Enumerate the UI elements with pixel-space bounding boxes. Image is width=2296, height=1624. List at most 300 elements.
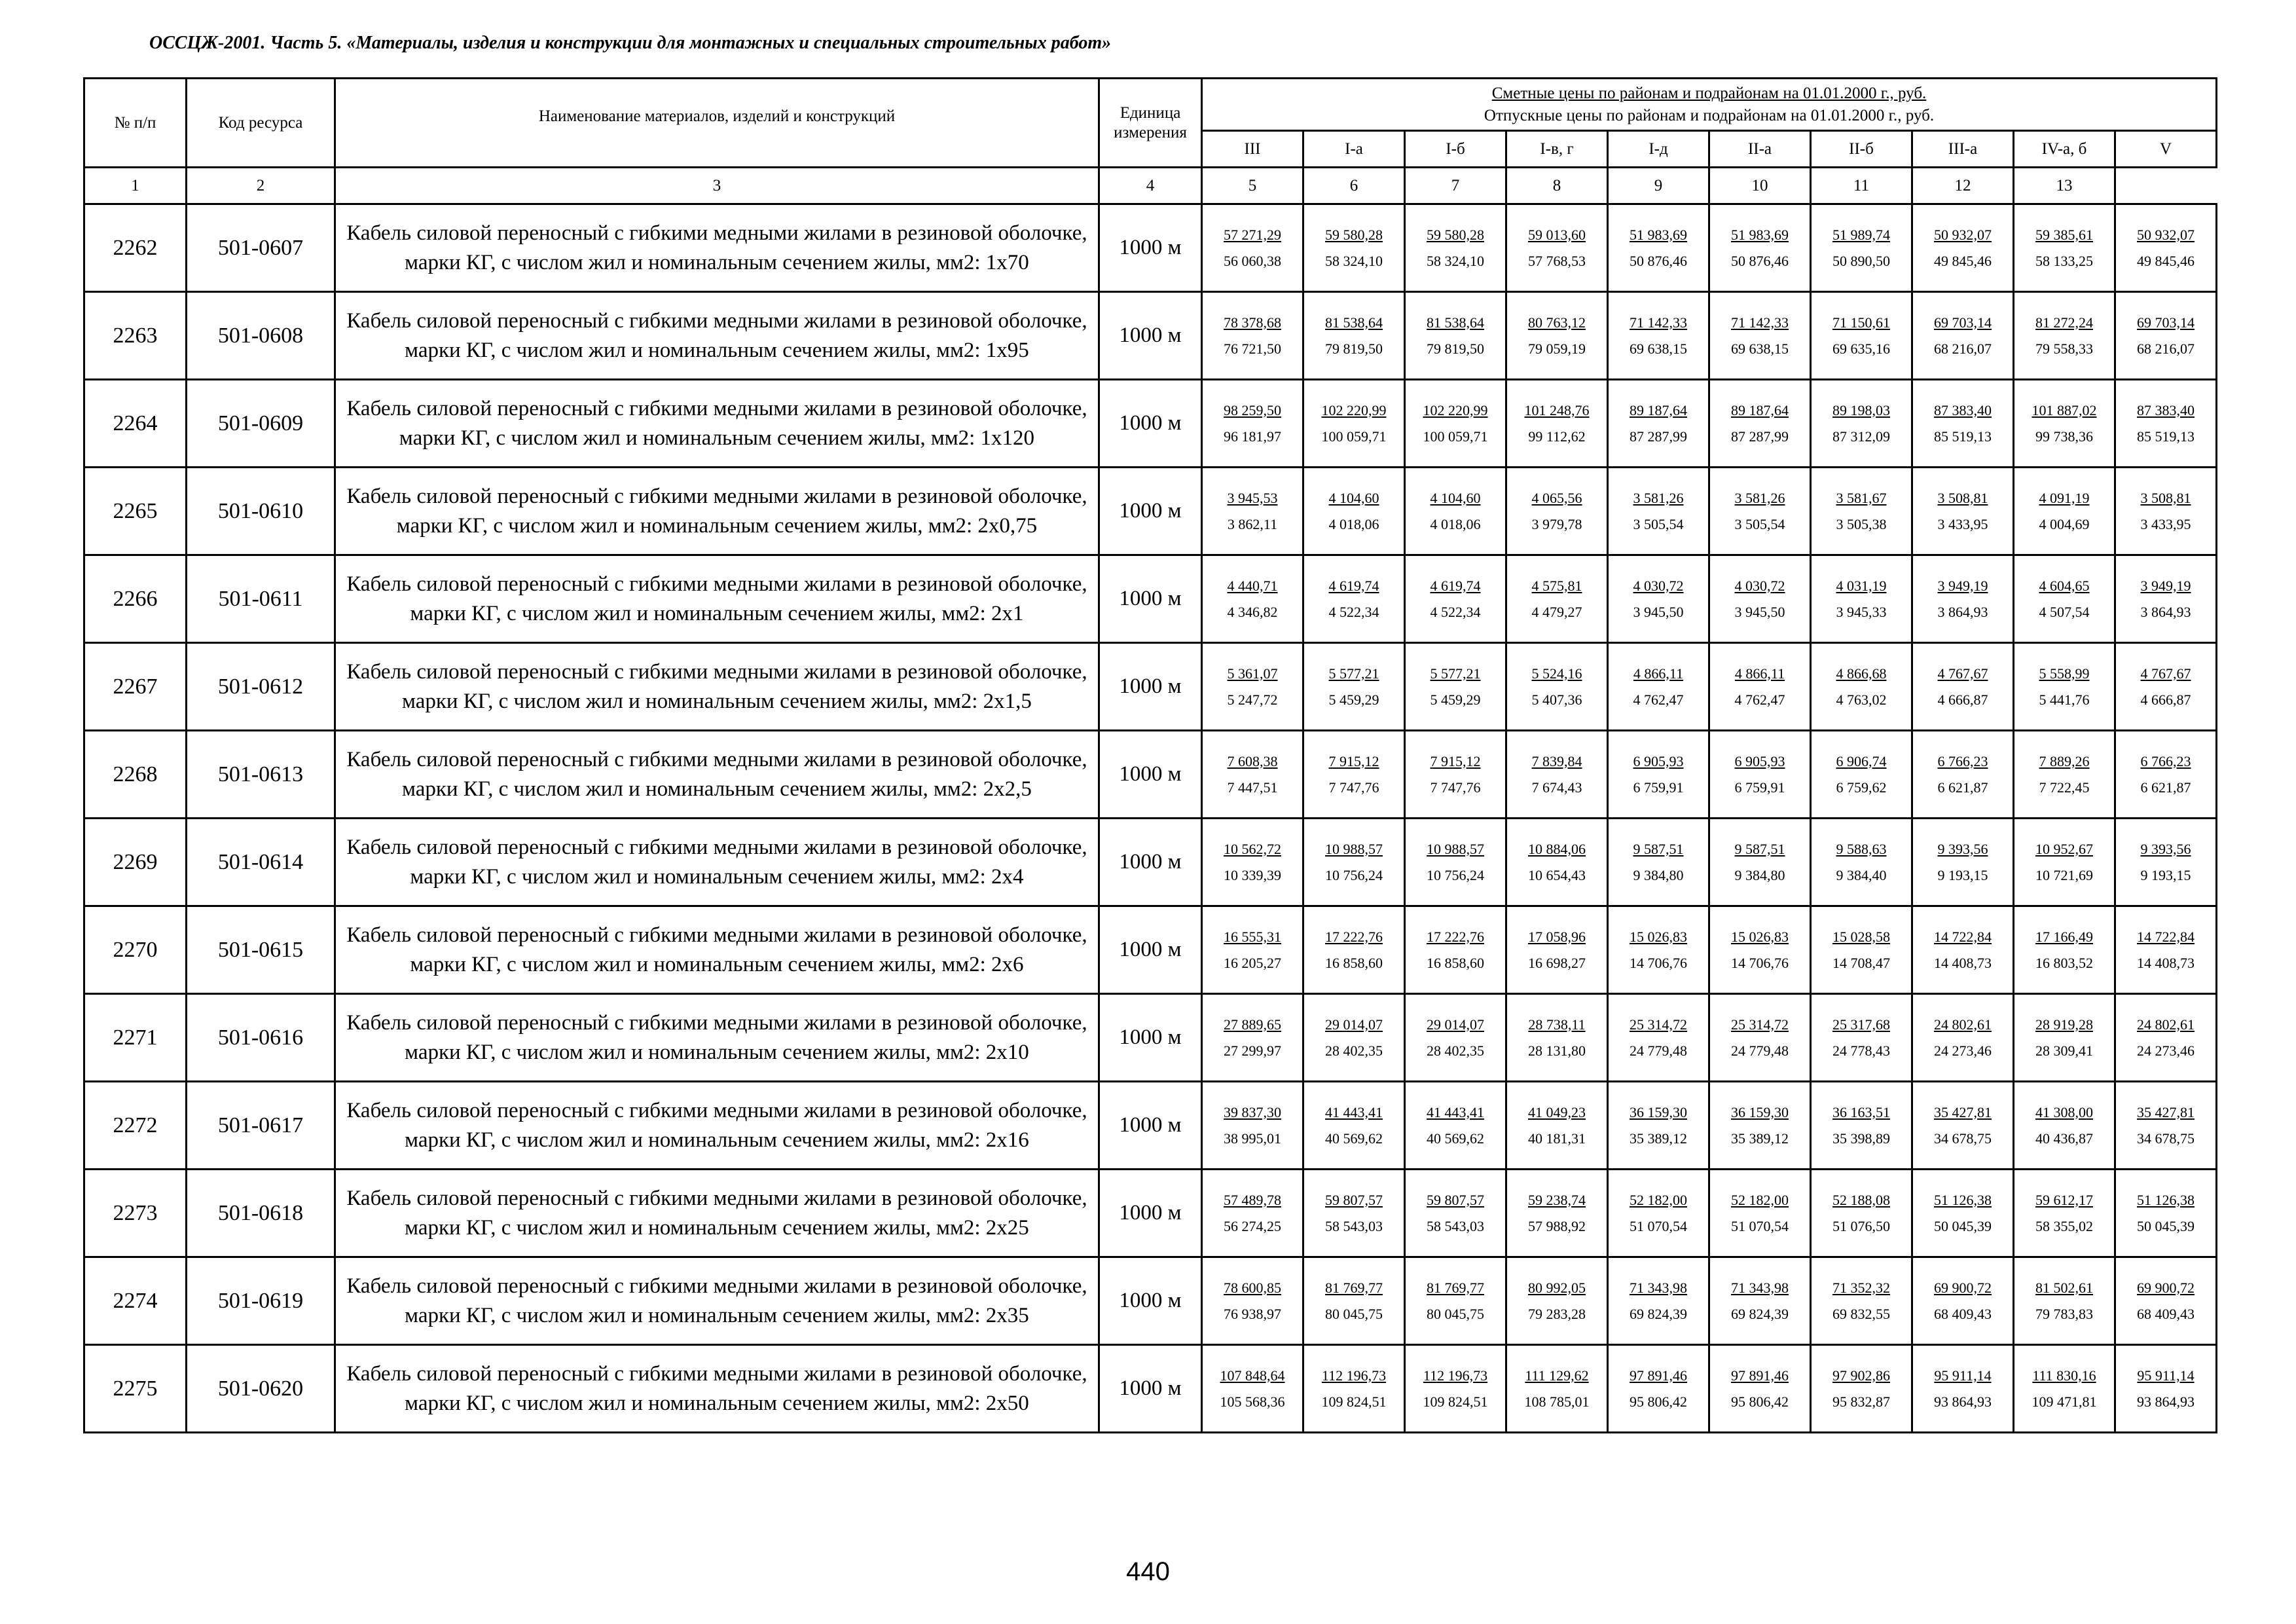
unit-of-measure: 1000 м xyxy=(1099,906,1202,994)
release-price: 3 945,33 xyxy=(1836,603,1887,620)
estimate-price: 78 600,85 xyxy=(1224,1279,1281,1296)
estimate-price: 57 489,78 xyxy=(1224,1191,1281,1208)
price-cell xyxy=(1202,292,1303,380)
release-price: 4 666,87 xyxy=(2140,691,2191,708)
material-name: Кабель силовой переносный с гибкими медными жилами в резиновой оболочке, марки КГ, с числом жил и номинальным сечением жилы, мм2: 2х16 xyxy=(335,1082,1099,1170)
price-cell xyxy=(1811,204,1912,292)
estimate-price: 89 198,03 xyxy=(1832,401,1890,418)
price-cell xyxy=(1202,819,1303,906)
release-price: 24 273,46 xyxy=(2137,1042,2195,1059)
release-price: 69 638,15 xyxy=(1630,340,1687,357)
release-price: 16 858,60 xyxy=(1427,954,1484,971)
release-price: 24 778,43 xyxy=(1832,1042,1890,1059)
row-number: 2269 xyxy=(84,819,187,906)
price-cell xyxy=(2115,380,2217,468)
estimate-price: 59 807,57 xyxy=(1427,1191,1484,1208)
estimate-price: 69 703,14 xyxy=(2137,314,2195,331)
release-price: 3 433,95 xyxy=(1937,515,1988,532)
price-cell xyxy=(2115,1170,2217,1257)
column-number: 4 xyxy=(1099,168,1202,204)
estimate-price: 89 187,64 xyxy=(1731,401,1789,418)
material-name: Кабель силовой переносный с гибкими медными жилами в резиновой оболочке, марки КГ, с числом жил и номинальным сечением жилы, мм2: 2х50 xyxy=(335,1345,1099,1433)
resource-code: 501-0612 xyxy=(187,643,335,731)
estimate-price: 17 166,49 xyxy=(2035,928,2093,945)
estimate-price: 35 427,81 xyxy=(1934,1103,1992,1120)
estimate-price: 15 028,58 xyxy=(1832,928,1890,945)
price-cell xyxy=(1811,1345,1912,1433)
release-price: 95 806,42 xyxy=(1731,1393,1789,1410)
release-price: 5 441,76 xyxy=(2039,691,2090,708)
region-header: I-a xyxy=(1303,131,1405,168)
estimate-price: 36 159,30 xyxy=(1731,1103,1789,1120)
release-price: 4 522,34 xyxy=(1430,603,1481,620)
table-row xyxy=(84,468,2217,555)
estimate-price: 89 187,64 xyxy=(1630,401,1687,418)
release-price: 3 433,95 xyxy=(2140,515,2191,532)
release-price: 80 045,75 xyxy=(1325,1305,1383,1322)
estimate-price: 5 361,07 xyxy=(1227,665,1278,682)
table-row xyxy=(84,204,2217,292)
release-price: 50 876,46 xyxy=(1731,252,1789,269)
material-name: Кабель силовой переносный с гибкими медными жилами в резиновой оболочке, марки КГ, с числом жил и номинальным сечением жилы, мм2: 1х70 xyxy=(335,204,1099,292)
release-price: 3 862,11 xyxy=(1227,515,1278,532)
unit-of-measure: 1000 м xyxy=(1099,380,1202,468)
release-price: 56 060,38 xyxy=(1224,252,1281,269)
unit-of-measure: 1000 м xyxy=(1099,994,1202,1082)
estimate-price: 4 575,81 xyxy=(1531,577,1582,594)
estimate-price: 17 222,76 xyxy=(1427,928,1484,945)
release-price: 4 507,54 xyxy=(2039,603,2090,620)
release-price: 7 747,76 xyxy=(1430,779,1481,796)
release-price: 79 059,19 xyxy=(1528,340,1586,357)
price-cell xyxy=(2115,1345,2217,1433)
estimate-price: 3 508,81 xyxy=(2140,489,2191,506)
price-cell xyxy=(1608,468,1709,555)
estimate-price: 3 581,67 xyxy=(1836,489,1887,506)
estimate-price: 10 884,06 xyxy=(1528,840,1586,857)
table-body xyxy=(84,204,2217,1433)
estimate-price: 7 889,26 xyxy=(2039,752,2090,769)
price-cell xyxy=(1405,555,1506,643)
price-cell xyxy=(2115,731,2217,819)
price-cell xyxy=(1811,819,1912,906)
estimate-price: 15 026,83 xyxy=(1630,928,1687,945)
release-price: 87 287,99 xyxy=(1731,428,1789,445)
release-price: 51 070,54 xyxy=(1630,1217,1687,1234)
price-cell xyxy=(1811,731,1912,819)
estimate-price: 41 308,00 xyxy=(2035,1103,2093,1120)
estimate-price: 6 766,23 xyxy=(2140,752,2191,769)
release-price: 38 995,01 xyxy=(1224,1130,1281,1147)
region-header: I-д xyxy=(1608,131,1709,168)
prices-estimate-title: Сметные цены по районам и подрайонам на 01.01.2000 г., руб. xyxy=(1491,84,1927,102)
price-cell xyxy=(1202,731,1303,819)
price-cell xyxy=(1506,380,1608,468)
release-price: 4 762,47 xyxy=(1633,691,1684,708)
price-cell xyxy=(1303,555,1405,643)
region-header: II-a xyxy=(1709,131,1811,168)
price-cell xyxy=(2115,643,2217,731)
price-cell xyxy=(1202,643,1303,731)
row-number: 2272 xyxy=(84,1082,187,1170)
estimate-price: 4 031,19 xyxy=(1836,577,1887,594)
unit-of-measure: 1000 м xyxy=(1099,1082,1202,1170)
price-cell xyxy=(1709,994,1811,1082)
estimate-price: 15 026,83 xyxy=(1731,928,1789,945)
unit-of-measure: 1000 м xyxy=(1099,1257,1202,1345)
price-cell xyxy=(1709,643,1811,731)
estimate-price: 112 196,73 xyxy=(1423,1367,1488,1384)
column-number: 11 xyxy=(1811,168,1912,204)
price-cell xyxy=(1405,731,1506,819)
estimate-price: 69 900,72 xyxy=(2137,1279,2195,1296)
resource-code: 501-0611 xyxy=(187,555,335,643)
release-price: 69 635,16 xyxy=(1832,340,1890,357)
resource-code: 501-0609 xyxy=(187,380,335,468)
price-cell xyxy=(2014,1082,2115,1170)
release-price: 4 479,27 xyxy=(1531,603,1582,620)
estimate-price: 41 049,23 xyxy=(1528,1103,1586,1120)
release-price: 96 181,97 xyxy=(1224,428,1281,445)
price-cell xyxy=(1303,1082,1405,1170)
table-row xyxy=(84,1082,2217,1170)
resource-code: 501-0608 xyxy=(187,292,335,380)
material-name: Кабель силовой переносный с гибкими медными жилами в резиновой оболочке, марки КГ, с числом жил и номинальным сечением жилы, мм2: 2х1,5 xyxy=(335,643,1099,731)
price-cell xyxy=(1303,292,1405,380)
resource-code: 501-0618 xyxy=(187,1170,335,1257)
col-header-prices xyxy=(1202,79,2217,131)
release-price: 9 384,40 xyxy=(1836,866,1887,883)
price-cell xyxy=(1303,906,1405,994)
estimate-price: 5 577,21 xyxy=(1430,665,1481,682)
price-cell xyxy=(1405,468,1506,555)
estimate-price: 101 248,76 xyxy=(1524,401,1590,418)
estimate-price: 28 738,11 xyxy=(1528,1016,1586,1033)
price-cell xyxy=(2014,1170,2115,1257)
estimate-price: 4 866,68 xyxy=(1836,665,1887,682)
release-price: 4 762,47 xyxy=(1734,691,1785,708)
release-price: 40 569,62 xyxy=(1427,1130,1484,1147)
price-cell xyxy=(2115,292,2217,380)
estimate-price: 5 558,99 xyxy=(2039,665,2090,682)
estimate-price: 95 911,14 xyxy=(2137,1367,2195,1384)
release-price: 14 706,76 xyxy=(1731,954,1789,971)
price-cell xyxy=(2115,994,2217,1082)
estimate-price: 4 619,74 xyxy=(1430,577,1481,594)
release-price: 10 756,24 xyxy=(1325,866,1383,883)
material-name: Кабель силовой переносный с гибкими медными жилами в резиновой оболочке, марки КГ, с числом жил и номинальным сечением жилы, мм2: 1х120 xyxy=(335,380,1099,468)
price-cell xyxy=(1202,380,1303,468)
price-cell xyxy=(1912,643,2014,731)
price-cell xyxy=(1912,994,2014,1082)
estimate-price: 71 142,33 xyxy=(1731,314,1789,331)
estimate-price: 87 383,40 xyxy=(2137,401,2195,418)
table-row xyxy=(84,994,2217,1082)
estimate-price: 97 891,46 xyxy=(1630,1367,1687,1384)
material-name: Кабель силовой переносный с гибкими медными жилами в резиновой оболочке, марки КГ, с числом жил и номинальным сечением жилы, мм2: 2х10 xyxy=(335,994,1099,1082)
estimate-price: 16 555,31 xyxy=(1224,928,1281,945)
estimate-price: 25 314,72 xyxy=(1731,1016,1789,1033)
price-cell xyxy=(1912,292,2014,380)
estimate-price: 111 830,16 xyxy=(2032,1367,2096,1384)
table-row xyxy=(84,906,2217,994)
estimate-price: 107 848,64 xyxy=(1220,1367,1285,1384)
estimate-price: 3 949,19 xyxy=(2140,577,2191,594)
estimate-price: 4 104,60 xyxy=(1430,489,1481,506)
release-price: 76 938,97 xyxy=(1224,1305,1281,1322)
release-price: 5 247,72 xyxy=(1227,691,1278,708)
price-cell xyxy=(1506,204,1608,292)
price-cell xyxy=(2014,292,2115,380)
release-price: 3 945,50 xyxy=(1633,603,1684,620)
price-cell xyxy=(1202,1257,1303,1345)
price-cell xyxy=(1912,1345,2014,1433)
release-price: 79 283,28 xyxy=(1528,1305,1586,1322)
price-cell xyxy=(1506,1257,1608,1345)
release-price: 3 945,50 xyxy=(1734,603,1785,620)
estimate-price: 51 989,74 xyxy=(1832,226,1890,243)
release-price: 6 621,87 xyxy=(1937,779,1988,796)
estimate-price: 97 902,86 xyxy=(1832,1367,1890,1384)
estimate-price: 71 150,61 xyxy=(1832,314,1890,331)
table-row xyxy=(84,819,2217,906)
region-header: V xyxy=(2115,131,2217,168)
price-cell xyxy=(2115,468,2217,555)
price-cell xyxy=(1405,204,1506,292)
price-cell xyxy=(1405,906,1506,994)
release-price: 56 274,25 xyxy=(1224,1217,1281,1234)
release-price: 80 045,75 xyxy=(1427,1305,1484,1322)
unit-of-measure: 1000 м xyxy=(1099,555,1202,643)
resource-code: 501-0617 xyxy=(187,1082,335,1170)
price-cell xyxy=(2014,906,2115,994)
price-cell xyxy=(1608,292,1709,380)
prices-release-title: Отпускные цены по районам и подрайонам на 01.01.2000 г., руб. xyxy=(1484,106,1935,124)
release-price: 58 355,02 xyxy=(2035,1217,2093,1234)
table-row xyxy=(84,292,2217,380)
estimate-price: 71 142,33 xyxy=(1630,314,1687,331)
release-price: 10 721,69 xyxy=(2035,866,2093,883)
release-price: 40 569,62 xyxy=(1325,1130,1383,1147)
estimate-price: 28 919,28 xyxy=(2035,1016,2093,1033)
release-price: 3 505,54 xyxy=(1734,515,1785,532)
estimate-price: 69 900,72 xyxy=(1934,1279,1992,1296)
estimate-price: 4 619,74 xyxy=(1328,577,1379,594)
price-cell xyxy=(1303,468,1405,555)
material-name: Кабель силовой переносный с гибкими медными жилами в резиновой оболочке, марки КГ, с числом жил и номинальным сечением жилы, мм2: 2х4 xyxy=(335,819,1099,906)
release-price: 51 070,54 xyxy=(1731,1217,1789,1234)
price-cell xyxy=(1608,994,1709,1082)
price-cell xyxy=(1303,204,1405,292)
price-cell xyxy=(1811,555,1912,643)
column-number: 10 xyxy=(1709,168,1811,204)
price-cell xyxy=(1405,1257,1506,1345)
estimate-price: 25 317,68 xyxy=(1832,1016,1890,1033)
table-row xyxy=(84,643,2217,731)
price-cell xyxy=(1405,819,1506,906)
price-cell xyxy=(1608,819,1709,906)
material-name: Кабель силовой переносный с гибкими медными жилами в резиновой оболочке, марки КГ, с числом жил и номинальным сечением жилы, мм2: 1х95 xyxy=(335,292,1099,380)
estimate-price: 50 932,07 xyxy=(1934,226,1992,243)
price-cell xyxy=(1202,204,1303,292)
release-price: 4 346,82 xyxy=(1227,603,1278,620)
estimate-price: 36 163,51 xyxy=(1832,1103,1890,1120)
resource-code: 501-0610 xyxy=(187,468,335,555)
col-header-unit: Единица измерения xyxy=(1099,79,1202,168)
release-price: 99 738,36 xyxy=(2035,428,2093,445)
release-price: 4 763,02 xyxy=(1836,691,1887,708)
release-price: 50 045,39 xyxy=(1934,1217,1992,1234)
release-price: 6 621,87 xyxy=(2140,779,2191,796)
estimate-price: 4 866,11 xyxy=(1633,665,1684,682)
release-price: 95 832,87 xyxy=(1832,1393,1890,1410)
release-price: 49 845,46 xyxy=(1934,252,1992,269)
price-cell xyxy=(1811,994,1912,1082)
row-number: 2270 xyxy=(84,906,187,994)
release-price: 3 864,93 xyxy=(1937,603,1988,620)
price-cell xyxy=(1303,1257,1405,1345)
release-price: 93 864,93 xyxy=(2137,1393,2195,1410)
release-price: 69 832,55 xyxy=(1832,1305,1890,1322)
price-cell xyxy=(2115,819,2217,906)
release-price: 79 558,33 xyxy=(2035,340,2093,357)
price-cell xyxy=(2115,1257,2217,1345)
price-cell xyxy=(1608,555,1709,643)
release-price: 4 018,06 xyxy=(1430,515,1481,532)
price-cell xyxy=(1202,468,1303,555)
release-price: 4 004,69 xyxy=(2039,515,2090,532)
row-number: 2274 xyxy=(84,1257,187,1345)
release-price: 76 721,50 xyxy=(1224,340,1281,357)
price-cell xyxy=(1608,1082,1709,1170)
estimate-price: 17 222,76 xyxy=(1325,928,1383,945)
estimate-price: 4 604,65 xyxy=(2039,577,2090,594)
price-cell xyxy=(1202,1082,1303,1170)
unit-of-measure: 1000 м xyxy=(1099,643,1202,731)
release-price: 58 324,10 xyxy=(1427,252,1484,269)
release-price: 14 708,47 xyxy=(1832,954,1890,971)
price-cell xyxy=(1506,994,1608,1082)
price-cell xyxy=(1709,906,1811,994)
material-name: Кабель силовой переносный с гибкими медными жилами в резиновой оболочке, марки КГ, с числом жил и номинальным сечением жилы, мм2: 2х35 xyxy=(335,1257,1099,1345)
release-price: 16 698,27 xyxy=(1528,954,1586,971)
price-cell xyxy=(2014,555,2115,643)
estimate-price: 4 065,56 xyxy=(1531,489,1582,506)
price-cell xyxy=(2115,555,2217,643)
estimate-price: 10 988,57 xyxy=(1325,840,1383,857)
column-number: 9 xyxy=(1608,168,1709,204)
table-row xyxy=(84,1257,2217,1345)
release-price: 58 543,03 xyxy=(1427,1217,1484,1234)
price-cell xyxy=(2115,204,2217,292)
estimate-price: 102 220,99 xyxy=(1423,401,1488,418)
price-cell xyxy=(1811,1082,1912,1170)
price-cell xyxy=(1912,204,2014,292)
release-price: 34 678,75 xyxy=(1934,1130,1992,1147)
price-cell xyxy=(1303,731,1405,819)
resource-code: 501-0615 xyxy=(187,906,335,994)
estimate-price: 59 612,17 xyxy=(2035,1191,2093,1208)
region-header: I-б xyxy=(1405,131,1506,168)
estimate-price: 59 580,28 xyxy=(1325,226,1383,243)
row-number: 2263 xyxy=(84,292,187,380)
release-price: 24 779,48 xyxy=(1630,1042,1687,1059)
release-price: 100 059,71 xyxy=(1321,428,1387,445)
estimate-price: 81 769,77 xyxy=(1325,1279,1383,1296)
price-cell xyxy=(1202,994,1303,1082)
material-name: Кабель силовой переносный с гибкими медными жилами в резиновой оболочке, марки КГ, с числом жил и номинальным сечением жилы, мм2: 2х25 xyxy=(335,1170,1099,1257)
estimate-price: 52 182,00 xyxy=(1731,1191,1789,1208)
estimate-price: 71 343,98 xyxy=(1630,1279,1687,1296)
release-price: 35 398,89 xyxy=(1832,1130,1890,1147)
price-cell xyxy=(2014,819,2115,906)
estimate-price: 10 988,57 xyxy=(1427,840,1484,857)
release-price: 14 408,73 xyxy=(1934,954,1992,971)
estimate-price: 87 383,40 xyxy=(1934,401,1992,418)
release-price: 28 309,41 xyxy=(2035,1042,2093,1059)
price-cell xyxy=(1608,1257,1709,1345)
estimate-price: 24 802,61 xyxy=(2137,1016,2195,1033)
column-number: 6 xyxy=(1303,168,1405,204)
price-cell xyxy=(2014,380,2115,468)
price-cell xyxy=(2014,731,2115,819)
estimate-price: 10 952,67 xyxy=(2035,840,2093,857)
estimate-price: 52 188,08 xyxy=(1832,1191,1890,1208)
estimate-price: 51 126,38 xyxy=(2137,1191,2195,1208)
estimate-price: 81 538,64 xyxy=(1325,314,1383,331)
price-cell xyxy=(1912,380,2014,468)
unit-of-measure: 1000 м xyxy=(1099,731,1202,819)
estimate-price: 9 587,51 xyxy=(1734,840,1785,857)
row-number: 2275 xyxy=(84,1345,187,1433)
price-cell xyxy=(1506,819,1608,906)
price-cell xyxy=(1303,1345,1405,1433)
row-number: 2265 xyxy=(84,468,187,555)
release-price: 87 287,99 xyxy=(1630,428,1687,445)
release-price: 69 824,39 xyxy=(1731,1305,1789,1322)
column-number-row xyxy=(84,168,2217,204)
price-cell xyxy=(1506,1345,1608,1433)
estimate-price: 29 014,07 xyxy=(1427,1016,1484,1033)
release-price: 4 522,34 xyxy=(1328,603,1379,620)
estimate-price: 4 866,11 xyxy=(1734,665,1785,682)
release-price: 100 059,71 xyxy=(1423,428,1488,445)
estimate-price: 7 915,12 xyxy=(1430,752,1481,769)
release-price: 79 819,50 xyxy=(1325,340,1383,357)
release-price: 57 988,92 xyxy=(1528,1217,1586,1234)
material-name: Кабель силовой переносный с гибкими медными жилами в резиновой оболочке, марки КГ, с числом жил и номинальным сечением жилы, мм2: 2х0,75 xyxy=(335,468,1099,555)
material-name: Кабель силовой переносный с гибкими медными жилами в резиновой оболочке, марки КГ, с числом жил и номинальным сечением жилы, мм2: 2х1 xyxy=(335,555,1099,643)
release-price: 28 402,35 xyxy=(1427,1042,1484,1059)
price-cell xyxy=(1506,643,1608,731)
estimate-price: 10 562,72 xyxy=(1224,840,1281,857)
resource-code: 501-0613 xyxy=(187,731,335,819)
estimate-price: 59 580,28 xyxy=(1427,226,1484,243)
price-cell xyxy=(1506,555,1608,643)
estimate-price: 81 538,64 xyxy=(1427,314,1484,331)
estimate-price: 6 905,93 xyxy=(1633,752,1684,769)
release-price: 10 339,39 xyxy=(1224,866,1281,883)
release-price: 68 216,07 xyxy=(2137,340,2195,357)
price-cell xyxy=(1608,1170,1709,1257)
price-cell xyxy=(1811,292,1912,380)
estimate-price: 97 891,46 xyxy=(1731,1367,1789,1384)
price-cell xyxy=(1811,468,1912,555)
estimate-price: 98 259,50 xyxy=(1224,401,1281,418)
estimate-price: 51 983,69 xyxy=(1731,226,1789,243)
release-price: 95 806,42 xyxy=(1630,1393,1687,1410)
release-price: 5 459,29 xyxy=(1430,691,1481,708)
